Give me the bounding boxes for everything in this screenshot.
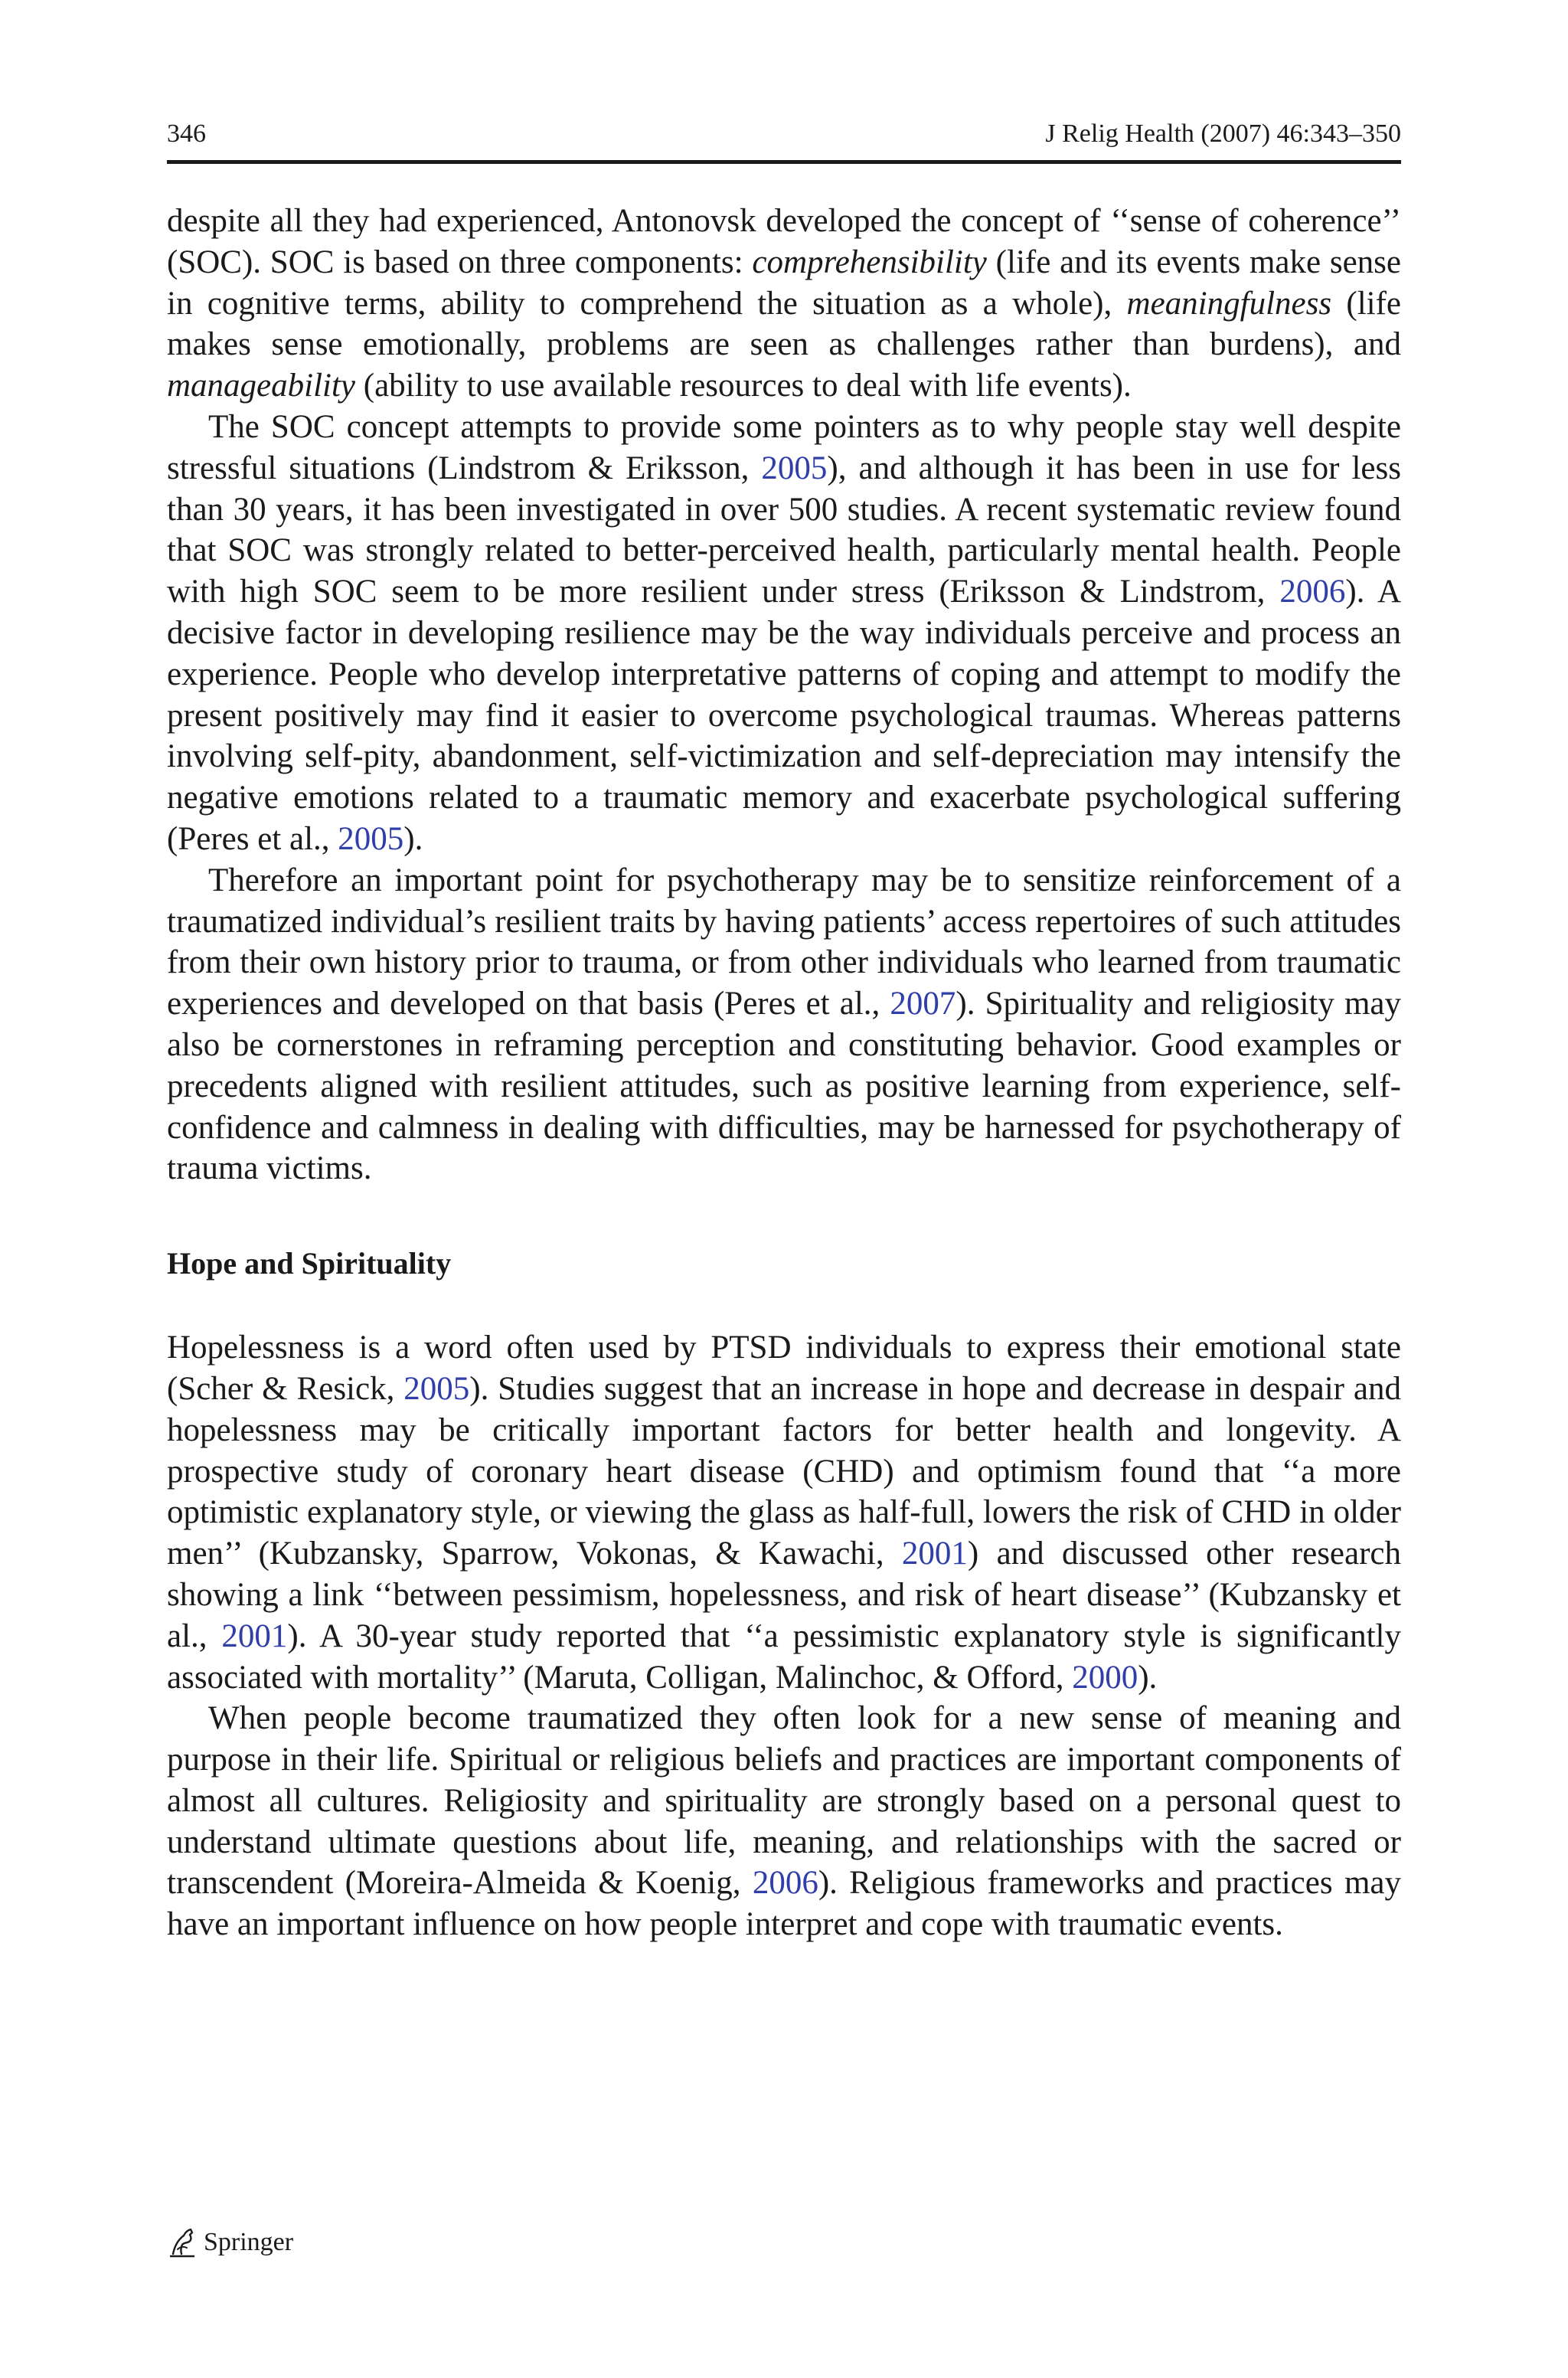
citation-link[interactable]: 2001	[901, 1536, 968, 1572]
journal-citation: J Relig Health (2007) 46:343–350	[1045, 119, 1401, 148]
running-head	[167, 115, 1401, 153]
paragraph-soc-concept	[167, 407, 1401, 860]
publisher-name: Springer	[204, 2228, 294, 2256]
section-heading: Hope and Spirituality	[167, 1246, 452, 1281]
publisher-footer	[167, 2219, 293, 2265]
paragraph-traumatized-meaning	[167, 1698, 1401, 1945]
citation-link[interactable]: 2000	[1072, 1659, 1138, 1696]
article-body	[167, 201, 1401, 1945]
text-run: ).	[403, 820, 423, 857]
text-run: ).	[1138, 1659, 1158, 1696]
text-run: ). A 30-year study reported that ‘‘a pessimistic explanatory style is significantly associated with mortality’’ (Maruta, Colligan, Malinchoc, & Offord,	[167, 1617, 1401, 1696]
term-comprehensibility: comprehensibility	[752, 244, 987, 280]
springer-horse-icon	[167, 2226, 198, 2259]
header-rule	[167, 160, 1401, 164]
text-run: ) and discussed other research showing a link ‘‘between pessimism, hopelessness, and risk of heart disease’’ (Kubzansky et al.,	[167, 1536, 1401, 1654]
text-run: (life and its events make sense in cognitive terms, ability to comprehend the situation as a whole),	[167, 244, 1401, 322]
text-run: ). Spirituality and religiosity may also be cornerstones in reframing perception and constituting behavior. Good examples or precedents aligned with resilient attitudes, such as positive learning from experience, self-confidence and calmness in dealing with difficulties, may be harnessed for psychotherapy of trauma victims.	[167, 986, 1402, 1187]
paragraph-psychotherapy	[167, 860, 1401, 1189]
citation-link[interactable]: 2007	[890, 986, 956, 1022]
text-run: ). A decisive factor in developing resilience may be the way individuals perceive and process an experience. People who develop interpretative patterns of coping and attempt to modify the present positively may find it easier to overcome psychological traumas. Whereas patterns involving self-pity, abandonment, self-victimization and self-depreciation may intensify the negative emotions related to a traumatic memory and exacerbate psychological suffering (Peres et al.,	[167, 574, 1401, 857]
term-meaningfulness: meaningfulness	[1126, 285, 1332, 322]
text-run: despite all they had experienced, Antonovsk developed the concept of ‘‘sense of coherence’’ (SOC). SOC is based on three components:	[167, 203, 1401, 280]
page-number: 346	[167, 119, 206, 148]
text-run: (ability to use available resources to deal with life events).	[355, 368, 1132, 404]
citation-link[interactable]: 2005	[403, 1370, 470, 1407]
paragraph-hopelessness	[167, 1327, 1401, 1698]
paragraph-soc-definition	[167, 201, 1401, 407]
citation-link[interactable]: 2006	[1279, 574, 1346, 610]
citation-link[interactable]: 2006	[752, 1865, 818, 1902]
citation-link[interactable]: 2005	[761, 450, 828, 486]
text-run: ). Studies suggest that an increase in hope and decrease in despair and hopelessness may be critically important factors for better health and longevity. A prospective study of coronary heart disease (CHD) and optimism found that ‘‘a more optimistic explanatory style, or viewing the glass as half-full, lowers the risk of CHD in older men’’ (Kubzansky, Sparrow, Vokonas, & Kawachi,	[167, 1370, 1401, 1572]
citation-link[interactable]: 2001	[221, 1617, 288, 1654]
citation-link[interactable]: 2005	[338, 820, 404, 857]
text-run: Therefore an important point for psychotherapy may be to sensitize reinforcement of a traumatized individual’s resilient traits by having patients’ access repertoires of such attitudes from their own history prior to trauma, or from other individuals who learned from traumatic experiences and developed on that basis (Peres et al.,	[167, 862, 1401, 1022]
text-run: Hopelessness is a word often used by PTSD individuals to express their emotional state (Scher & Resick,	[167, 1330, 1401, 1407]
text-run: When people become traumatized they often look for a new sense of meaning and purpose in their life. Spiritual or religious beliefs and practices are important components of almost all cultures. Religiosity and spirituality are strongly based on a personal quest to understand ultimate questions about life, meaning, and relationships with the sacred or transcendent (Moreira-Almeida & Koenig,	[167, 1700, 1401, 1902]
term-manageability: manageability	[167, 368, 356, 404]
text-run: ), and although it has been in use for less than 30 years, it has been investigated in over 500 studies. A recent systematic review found that SOC was strongly related to better-perceived health, particularly mental health. People with high SOC seem to be more resilient under stress (Eriksson & Lindstrom,	[167, 450, 1401, 610]
text-run: ). Religious frameworks and practices may have an important influence on how people interpret and cope with traumatic events.	[167, 1865, 1401, 1943]
text-run: (life makes sense emotionally, problems are seen as challenges rather than burdens), and	[167, 285, 1402, 363]
text-run: The SOC concept attempts to provide some pointers as to why people stay well despite stressful situations (Lindstrom & Eriksson,	[167, 408, 1401, 486]
